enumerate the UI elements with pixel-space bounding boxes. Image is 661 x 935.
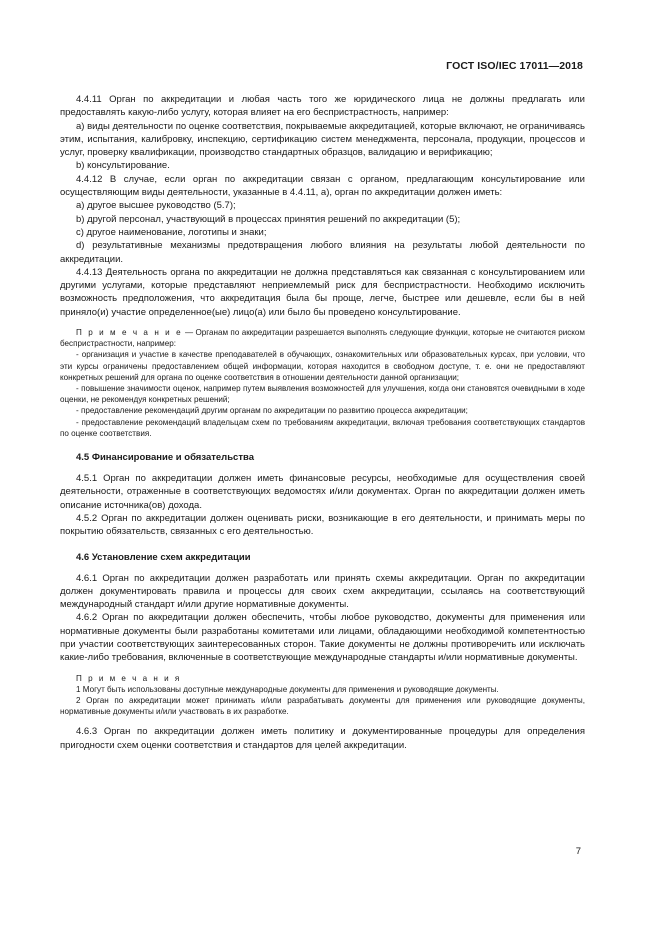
clause-4-6-2: 4.6.2 Орган по аккредитации должен обеспечить, чтобы любое руководство, документы для применения или нормативные документы были разработаны комитетами или лицами, обладающими необходимой компетентностью при участии соответствующих заинтересованных сторон. Такие документы не должны противоречить или исключать какие-либо требования, включенные в соответствующие международные стандарты и/или нормативные документы. (60, 612, 585, 664)
note-item: - организация и участие в качестве преподавателей в обучающих, ознакомительных или образовательных курсах, при условии, что эти курсы ограничены предоставлением общей информации, которая находится в свободном доступе, т. е. они не предоставляют конкретных решений для органа по оценке соответствия в отношении деятельности данной организации; (60, 350, 585, 382)
clause-4-4-11-b: b) консультирование. (76, 160, 170, 172)
clause-4-4-11-a: a) виды деятельности по оценке соответствия, покрываемые аккредитацией, которые включают, не ограничиваясь этим, испытания, калибровку, инспекцию, сертификацию систем менеджмента, персонала, продукции, процессов и услуг, проверку квалификации, производство стандартных образцов, валидацию и верификацию; (60, 120, 585, 159)
page-number: 7 (575, 846, 581, 857)
clause-4-5-2: 4.5.2 Орган по аккредитации должен оценивать риски, возникающие в его деятельности, и принимать меры по покрытию обязательств, связанных с его деятельностью. (60, 512, 585, 538)
page-content (60, 93, 585, 752)
clause-4-6-3: 4.6.3 Орган по аккредитации должен иметь политику и документированные процедуры для определения пригодности схем оценки соответствия и стандартов для целей аккредитации. (60, 726, 585, 751)
note-intro: — Органам по аккредитации разрешается выполнять следующие функции, которые не считаются риском беспристрастности, например: (60, 328, 585, 349)
note-item: - повышение значимости оценок, например путем выявления возможностей для улучшения, когда они становятся очевидными в ходе оценки, не рекомендуя конкретных решений; (60, 384, 585, 405)
section-4-5-title: 4.5 Финансирование и обязательства (76, 452, 254, 464)
clause-4-6-1: 4.6.1 Орган по аккредитации должен разработать или принять схемы аккредитации. Орган по аккредитации должен документировать правила и процессы для своих схем аккредитации, ссылаясь на соответствующий международный стандарт и/или другие нормативные документы. (60, 572, 585, 611)
note-label: П р и м е ч а н и е (76, 328, 183, 338)
note-2: 2 Орган по аккредитации может принимать и/или разрабатывать документы для применения или руководящие документы, нормативные документы и/или участвовать в их разработке. (60, 696, 585, 717)
clause-4-5-1: 4.5.1 Орган по аккредитации должен иметь финансовые ресурсы, необходимые для осуществления своей деятельности, отраженные в соответствующих ведомостях и/или документах. Орган по аккредитации должен иметь описание источника(ов) дохода. (60, 473, 585, 511)
clause-4-4-12-a: a) другое высшее руководство (5.7); (76, 200, 236, 212)
clause-4-4-12-b: b) другой персонал, участвующий в процессах принятия решений по аккредитации (5); (76, 213, 461, 225)
clause-4-4-12-c: c) другое наименование, логотипы и знаки; (76, 226, 267, 238)
note-item: - предоставление рекомендаций владельцам схем по требованиям аккредитации, включая требования соответствующих стандартов по оценке соответствия. (60, 417, 585, 438)
clause-4-4-11: 4.4.11 Орган по аккредитации и любая часть того же юридического лица не должны предлагать или предоставлять какую-либо услугу, которая влияет на его беспристрастность, например: (60, 94, 585, 119)
note-impartiality (60, 327, 585, 349)
clause-4-4-12-d: d) результативные механизмы предотвращения любого влияния на результаты любой деятельности по аккредитации. (60, 240, 585, 265)
notes-label: П р и м е ч а н и я (76, 673, 182, 683)
clause-4-4-12: 4.4.12 В случае, если орган по аккредитации связан с органом, предлагающим консультирование или осуществляющим виды деятельности, указанные в 4.4.11, a), орган по аккредитации должен иметь: (60, 173, 585, 199)
standard-header: ГОСТ ISO/IEC 17011—2018 (446, 60, 583, 72)
note-1: 1 Могут быть использованы доступные международные документы для применения и руководящие документы. (76, 684, 499, 694)
note-item: - предоставление рекомендаций другим органам по аккредитации по развитию процесса аккредитации; (76, 406, 468, 416)
clause-4-4-13: 4.4.13 Деятельность органа по аккредитации не должна представляться как связанная с консультированием или другими услугами, которые представляют неприемлемый риск для беспристрастности. Необходимо исключить возможность предположения, что аккредитация была бы проще, легче, быстрее или дешевле, если бы в ней приняло(и) участие определенное(ые) лицо(а) или было бы проведено консультирование. (60, 266, 585, 318)
section-4-6-title: 4.6 Установление схем аккредитации (76, 551, 251, 563)
